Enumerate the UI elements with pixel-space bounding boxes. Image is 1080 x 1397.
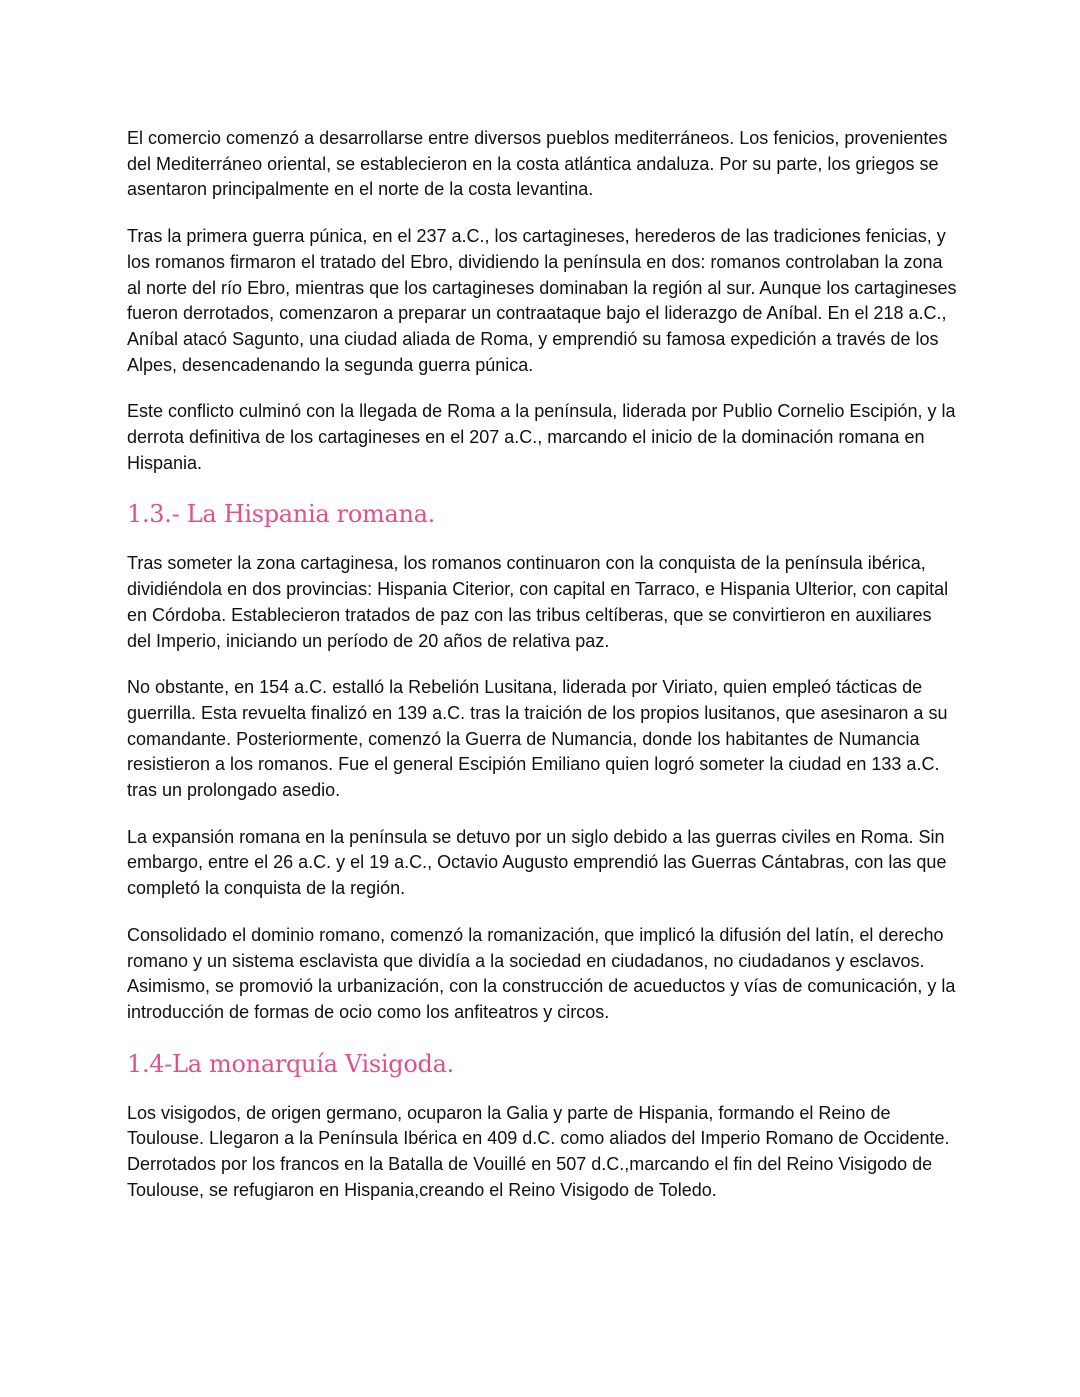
- paragraph: Los visigodos, de origen germano, ocuparon la Galia y parte de Hispania, formando el Reino de Toulouse. Llegaron a la Península Ibérica en 409 d.C. como aliados del Imperio Romano de Occidente. Derrotados por los francos en la Batalla de Vouillé en 507 d.C.,marcando el fin del Reino Visigodo de Toulouse, se refugiaron en Hispania,creando el Reino Visigodo de Toledo.: [127, 1102, 950, 1200]
- document-page: [127, 126, 957, 1225]
- paragraph: La expansión romana en la península se detuvo por un siglo debido a las guerras civiles en Roma. Sin embargo, entre el 26 a.C. y el 19 a.C., Octavio Augusto emprendió las Guerras Cántabras, con las que completó la conquista de la región.: [127, 826, 947, 899]
- paragraph: Consolidado el dominio romano, comenzó la romanización, que implicó la difusión del latín, el derecho romano y un sistema esclavista que dividía a la sociedad en ciudadanos, no ciudadanos y esclavos. Asimismo, se promovió la urbanización, con la construcción de acueductos y vías de comunicación, y la introducción de formas de ocio como los anfiteatros y circos.: [127, 924, 956, 1022]
- paragraph: El comercio comenzó a desarrollarse entre diversos pueblos mediterráneos. Los fenicios, provenientes del Mediterráneo oriental, se establecieron en la costa atlántica andaluza. Por su parte, los griegos se asentaron principalmente en el norte de la costa levantina.: [127, 128, 948, 200]
- section-heading-monarquia-visigoda: 1.4-La monarquía Visigoda.: [127, 1049, 454, 1078]
- section-heading-hispania-romana: 1.3.- La Hispania romana.: [127, 500, 435, 529]
- paragraph: Tras la primera guerra púnica, en el 237 a.C., los cartagineses, herederos de las tradiciones fenicias, y los romanos firmaron el tratado del Ebro, dividiendo la península en dos: romanos controlaban la zona al norte del río Ebro, mientras que los cartagineses dominaban la región al sur. Aunque los cartagineses fueron derrotados, comenzaron a preparar un contraataque bajo el liderazgo de Aníbal. En el 218 a.C., Aníbal atacó Sagunto, una ciudad aliada de Roma, y emprendió su famosa expedición a través de los Alpes, desencadenando la segunda guerra púnica.: [127, 226, 957, 375]
- paragraph: Tras someter la zona cartaginesa, los romanos continuaron con la conquista de la península ibérica, dividiéndola en dos provincias: Hispania Citerior, con capital en Tarraco, e Hispania Ulterior, con capital en Córdoba. Establecieron tratados de paz con las tribus celtíberas, que se convirtieron en auxiliares del Imperio, iniciando un período de 20 años de relativa paz.: [127, 553, 949, 651]
- paragraph: No obstante, en 154 a.C. estalló la Rebelión Lusitana, liderada por Viriato, quien empleó tácticas de guerrilla. Esta revuelta finalizó en 139 a.C. tras la traición de los propios lusitanos, que asesinaron a su comandante. Posteriormente, comenzó la Guerra de Numancia, donde los habitantes de Numancia resistieron a los romanos. Fue el general Escipión Emiliano quien logró someter la ciudad en 133 a.C. tras un prolongado asedio.: [127, 677, 948, 801]
- paragraph: Este conflicto culminó con la llegada de Roma a la península, liderada por Publio Cornelio Escipión, y la derrota definitiva de los cartagineses en el 207 a.C., marcando el inicio de la dominación romana en Hispania.: [127, 401, 956, 473]
